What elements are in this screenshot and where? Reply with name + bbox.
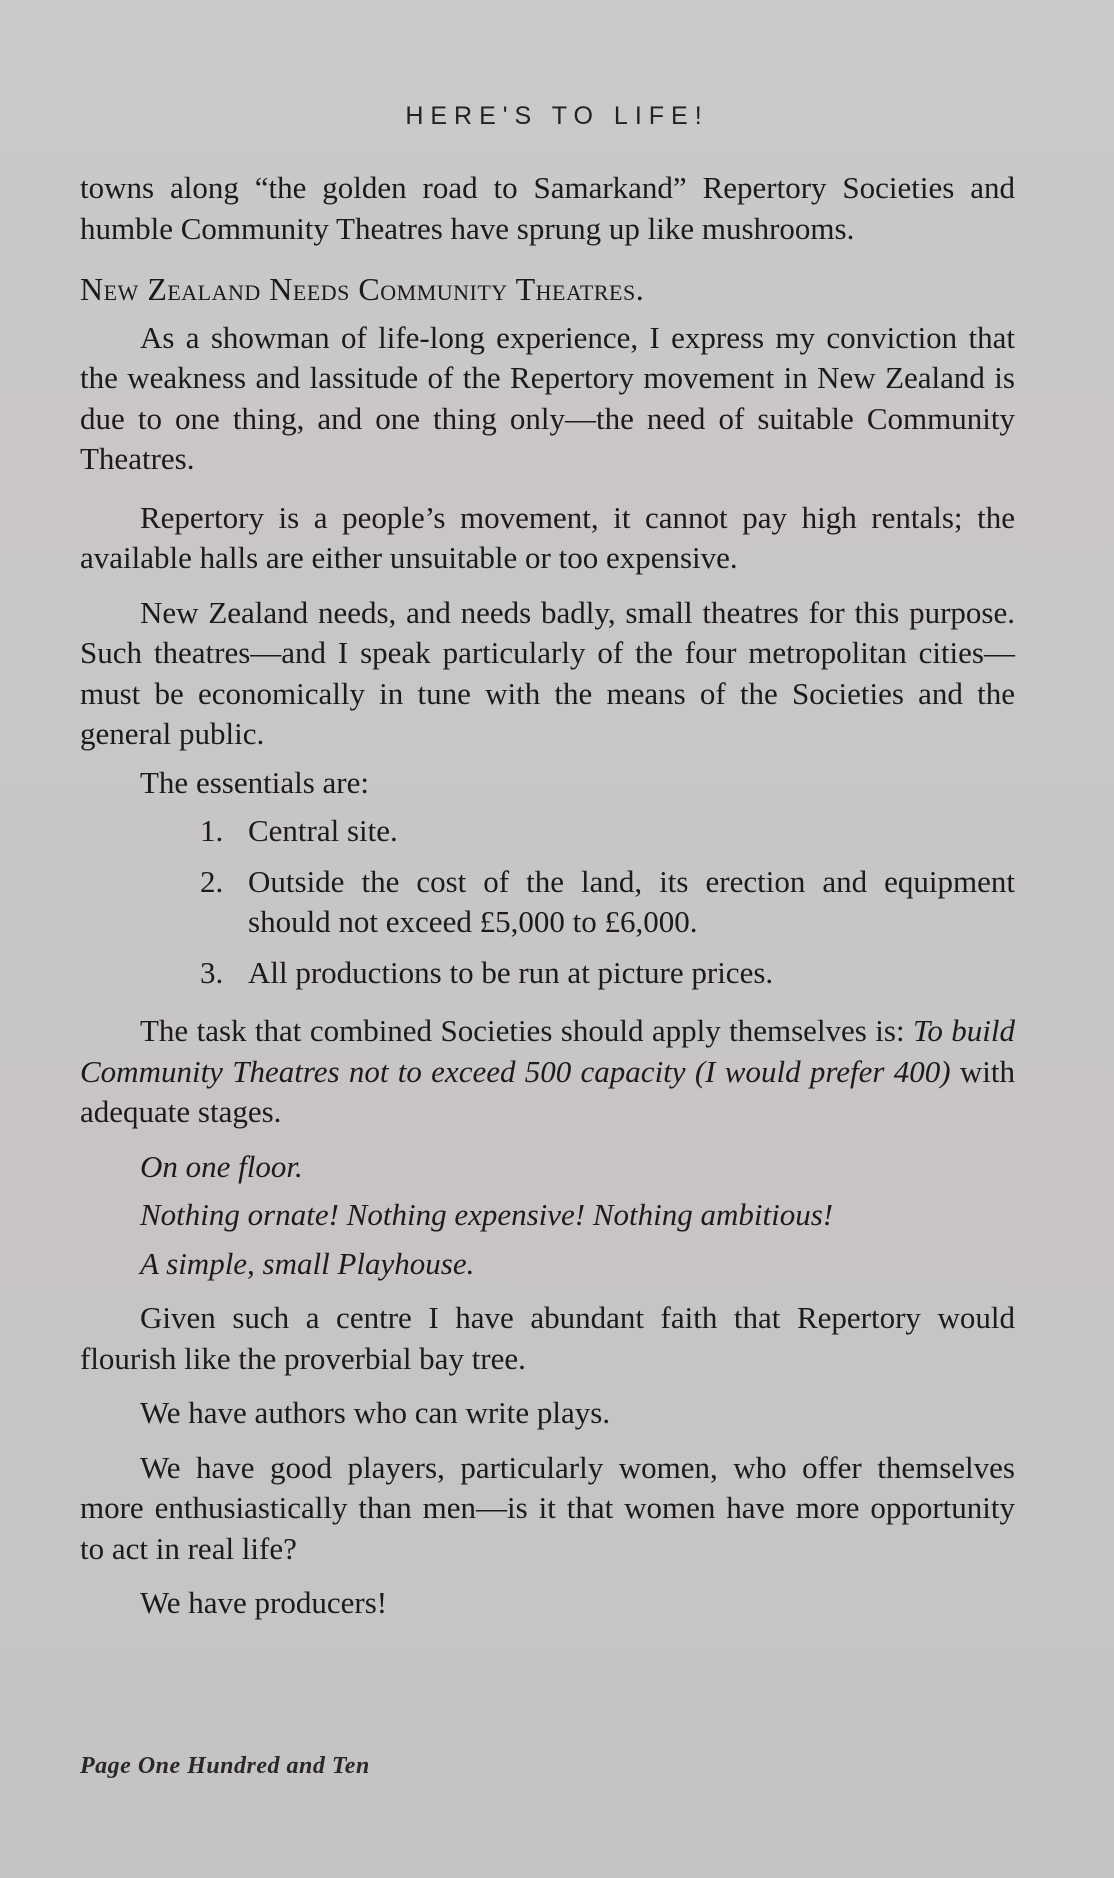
paragraph-players: We have good players, particularly women, who offer themselves more enthusiastically than men—is it that women have more opportunity to act in real life?: [80, 1449, 1015, 1566]
paragraph-producers: We have producers!: [140, 1585, 388, 1620]
task-emphasis: To build Community Theatres not to exceed 500 capacity (I would prefer 400): [80, 1013, 1015, 1089]
page-footer: Page One Hundred and Ten: [80, 1753, 370, 1779]
essential-text: All productions to be run at picture prices.: [248, 954, 774, 990]
task-lead: The task that combined Societies should apply themselves is:: [140, 1013, 913, 1048]
essentials-list: [80, 811, 1015, 993]
essential-number: 3.: [200, 954, 224, 990]
paragraph-needs: New Zealand needs, and needs badly, small theatres for this purpose. Such theatres—and I speak particularly of the four metropolitan cities—must be economically in tune with the means of the Societies and the general public.: [80, 594, 1015, 751]
essential-text: Outside the cost of the land, its erection and equipment should not exceed £5,000 to £6,000.: [248, 863, 1015, 939]
essential-item: [80, 811, 1015, 852]
paragraph-authors: We have authors who can write plays.: [140, 1395, 611, 1430]
paragraph-centre: Given such a centre I have abundant faith that Repertory would flourish like the proverbial bay tree.: [80, 1300, 1015, 1376]
opening-paragraph: towns along “the golden road to Samarkand” Repertory Societies and humble Community Theatres have sprung up like mushrooms.: [80, 170, 1015, 246]
section-heading: New Zealand Needs Community Theatres.: [80, 271, 645, 307]
line-nothing: Nothing ornate! Nothing expensive! Nothing ambitious!: [140, 1197, 834, 1232]
paragraph-task: [80, 1011, 1015, 1133]
essential-number: 2.: [200, 863, 224, 899]
page-body: [80, 168, 1015, 1624]
paragraph-repertory: Repertory is a people’s movement, it cannot pay high rentals; the available halls are either unsuitable or too expensive.: [80, 499, 1015, 575]
essentials-intro: The essentials are:: [140, 764, 369, 800]
task-tail: with adequate stages.: [80, 1053, 1015, 1129]
essential-text: Central site.: [248, 813, 398, 848]
running-head: HERE'S TO LIFE!: [405, 102, 709, 130]
line-playhouse: A simple, small Playhouse.: [140, 1245, 475, 1281]
essential-number: 1.: [200, 813, 224, 848]
paragraph-showman: As a showman of life-long experience, I express my conviction that the weakness and lassitude of the Repertory movement in New Zealand is due to one thing, and one thing only—the need of suitable Community Theatres.: [80, 319, 1015, 476]
essential-item: [80, 953, 1015, 994]
essential-item: [80, 862, 1015, 943]
line-one-floor: On one floor.: [140, 1148, 303, 1184]
